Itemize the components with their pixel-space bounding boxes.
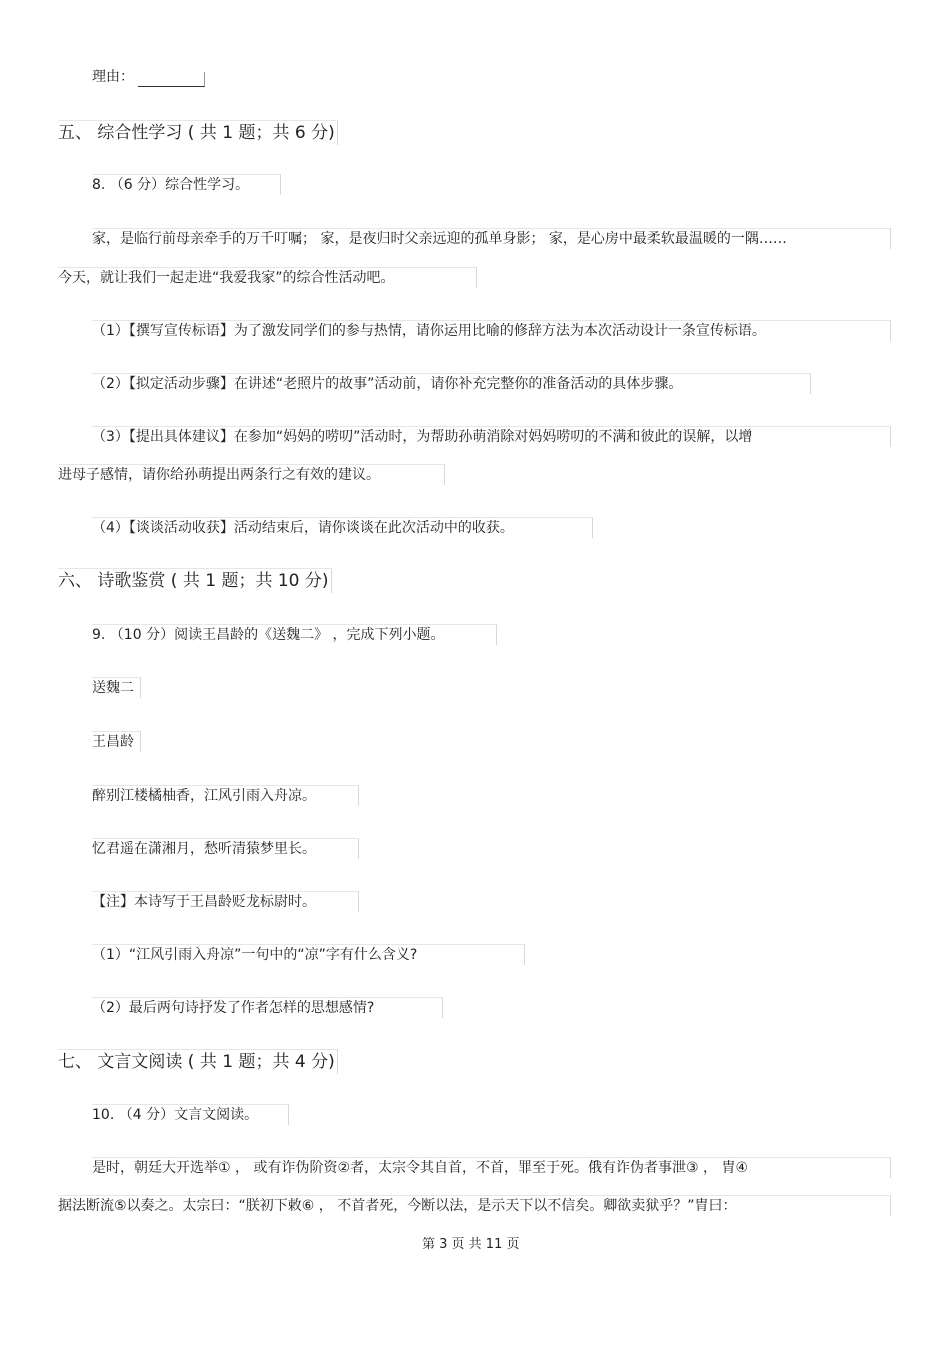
classical-text-line-1: 是时，朝廷大开选举① ， 或有诈伪阶资②者，太宗令其自首，不首，罪至于死。俄有诈伪者事泄③ ， 胄④	[92, 1157, 891, 1178]
question-10-title: 10. （4 分）文言文阅读。	[92, 1104, 289, 1125]
q8-sub-2: （2）【拟定活动步骤】在讲述“老照片的故事”活动前，请你补充完整你的准备活动的具体步骤。	[92, 373, 811, 394]
q8-sub-3-line-1: （3）【提出具体建议】在参加“妈妈的唠叨”活动时，为帮助孙萌消除对妈妈唠叨的不满和彼此的误解，以增	[92, 426, 891, 447]
section-5-heading: 五、 综合性学习 ( 共 1 题；共 6 分)	[58, 120, 338, 145]
reason-label: 理由：	[92, 69, 134, 85]
question-8-title: 8. （6 分）综合性学习。	[92, 174, 281, 195]
poem-line-2: 忆君遥在潇湘月，愁听清猿梦里长。	[92, 838, 359, 859]
question-9-title: 9. （10 分）阅读王昌龄的《送魏二》 ，完成下列小题。	[92, 624, 497, 645]
q8-sub-3-line-2: 进母子感情，请你给孙萌提出两条行之有效的建议。	[58, 464, 445, 485]
q8-sub-4: （4）【谈谈活动收获】活动结束后，请你谈谈在此次活动中的收获。	[92, 517, 593, 538]
q8-sub-1: （1）【撰写宣传标语】为了激发同学们的参与热情，请你运用比喻的修辞方法为本次活动设计一条宣传标语。	[92, 320, 891, 341]
page-number: 第 3 页 共 11 页	[422, 1237, 520, 1252]
section-7-heading: 七、 文言文阅读 ( 共 1 题；共 4 分)	[58, 1049, 338, 1074]
poem-note: 【注】本诗写于王昌龄贬龙标尉时。	[92, 891, 359, 912]
reason-line	[92, 67, 205, 87]
poem-title: 送魏二	[92, 677, 141, 698]
section-6-heading: 六、 诗歌鉴赏 ( 共 1 题；共 10 分)	[58, 568, 332, 593]
classical-text-line-2: 据法断流⑤以奏之。太宗曰：“朕初下敕⑥ ， 不首者死，今断以法，是示天下以不信矣。卿欲卖狱乎？”胄曰：	[58, 1195, 891, 1216]
poem-line-1: 醉别江楼橘柚香，江风引雨入舟凉。	[92, 785, 359, 806]
poem-author: 王昌龄	[92, 731, 141, 752]
intro-line-2: 今天，就让我们一起走进“我爱我家”的综合性活动吧。	[58, 267, 477, 288]
q9-sub-2: （2）最后两句诗抒发了作者怎样的思想感情?	[92, 997, 443, 1018]
intro-line-1: 家，是临行前母亲牵手的万千叮嘱； 家，是夜归时父亲远迎的孤单身影； 家，是心房中最柔软最温暖的一隅……	[92, 228, 891, 249]
answer-blank[interactable]	[138, 72, 205, 87]
q9-sub-1: （1）“江风引雨入舟凉”一句中的“凉”字有什么含义?	[92, 944, 525, 965]
